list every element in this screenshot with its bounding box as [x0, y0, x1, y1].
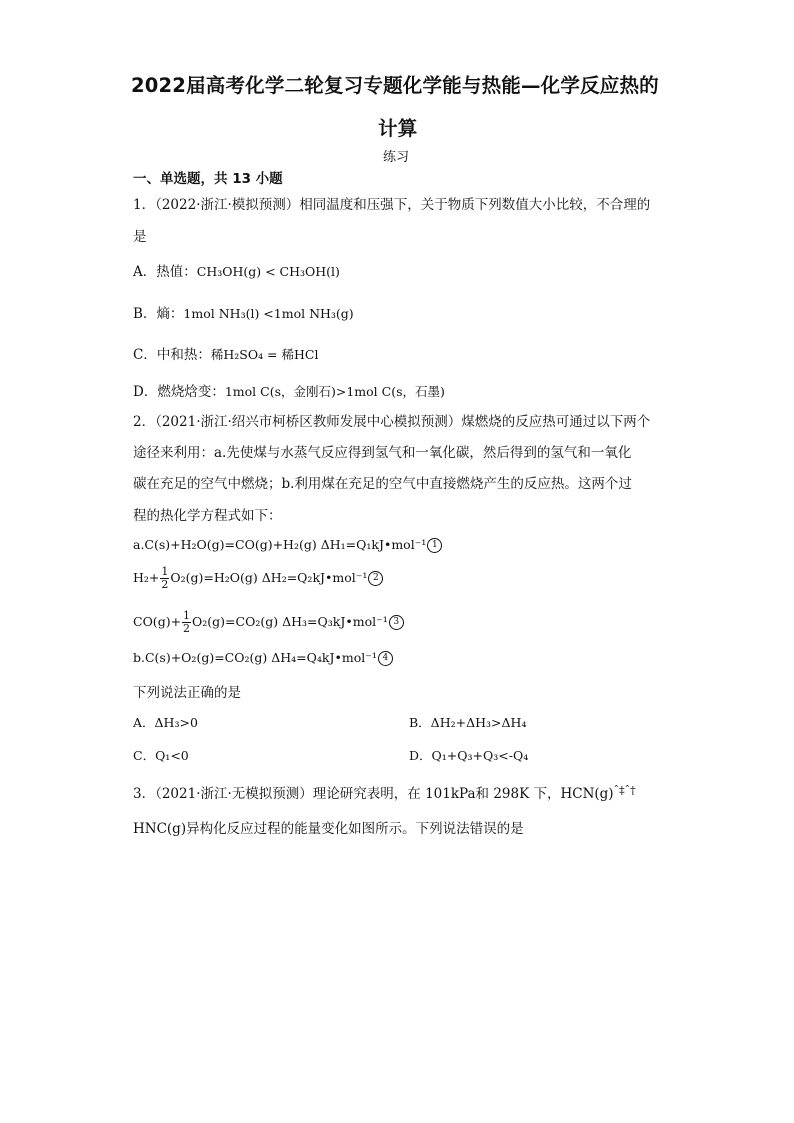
title-line-1: 2022届高考化学二轮复习专题化学能与热能—化学反应热的 — [131, 74, 659, 97]
q2-equation-3 — [133, 610, 404, 635]
q2-equation-3-prefix: CO(g)+ — [133, 614, 182, 629]
q1-option-d-label: D．燃烧焓变： — [133, 384, 225, 400]
equilibrium-arrow-icon: ˆ‡ˆ† — [613, 784, 636, 797]
q1-option-a — [133, 260, 340, 280]
section-heading: 一、单选题，共 13 小题 — [133, 171, 283, 187]
q2-equation-2-prefix: H₂+ — [133, 570, 160, 585]
q2-stem-line-4: 程的热化学方程式如下： — [133, 508, 282, 524]
fraction-denominator: 2 — [161, 578, 169, 591]
q2-option-c: C．Q₁<0 — [133, 748, 189, 763]
q2-equation-4-text: b.C(s)+O₂(g)=CO₂(g) ΔH₄=Q₄kJ•mol⁻¹ — [133, 650, 377, 665]
q2-equation-1 — [133, 537, 442, 553]
q1-option-d — [133, 380, 445, 400]
q1-option-c-formula: 稀H₂SO₄ = 稀HCl — [210, 347, 319, 362]
title-line-2: 计算 — [378, 117, 418, 140]
fraction-one-half — [182, 610, 191, 635]
q1-option-b — [133, 302, 354, 322]
q2-option-a: A．ΔH₃>0 — [133, 715, 198, 730]
q3-stem-line-2: HNC(g)异构化反应过程的能量变化如图所示。下列说法错误的是 — [133, 821, 524, 837]
fraction-numerator: 1 — [183, 609, 191, 622]
circled-number-1: 1 — [427, 538, 442, 553]
q3-stem-line-1 — [133, 782, 636, 802]
q1-option-c-label: C．中和热： — [133, 347, 211, 363]
q1-option-c — [133, 343, 318, 363]
q2-equation-3-text: O₂(g)=CO₂(g) ΔH₃=Q₃kJ•mol⁻¹ — [192, 614, 388, 629]
circled-number-4: 4 — [378, 651, 393, 666]
q1-stem-line-1: 1．（2022·浙江·模拟预测）相同温度和压强下，关于物质下列数值大小比较，不合理的 — [133, 197, 651, 213]
q2-prompt: 下列说法正确的是 — [133, 685, 241, 701]
q2-option-d: D．Q₁+Q₃+Q₃<-Q₄ — [409, 748, 529, 763]
q1-option-d-formula: 1mol C(s，金刚石)>1mol C(s，石墨) — [224, 384, 445, 399]
q1-option-a-formula: CH₃OH(g) < CH₃OH(l) — [196, 264, 340, 279]
q2-equation-4 — [133, 650, 393, 666]
fraction-one-half — [160, 566, 169, 591]
circled-number-2: 2 — [368, 571, 383, 586]
q2-equation-1-text: a.C(s)+H₂O(g)=CO(g)+H₂(g) ΔH₁=Q₁kJ•mol⁻¹ — [133, 537, 427, 552]
q2-equation-2 — [133, 566, 383, 591]
circled-number-3: 3 — [389, 615, 404, 630]
q1-option-b-label: B．熵： — [133, 306, 184, 322]
q2-equation-2-text: O₂(g)=H₂O(g) ΔH₂=Q₂kJ•mol⁻¹ — [170, 570, 368, 585]
q1-stem-line-2: 是 — [133, 229, 147, 245]
q2-stem-line-2: 途径来利用：a.先使煤与水蒸气反应得到氢气和一氧化碳，然后得到的氢气和一氧化 — [133, 445, 632, 461]
fraction-denominator: 2 — [183, 622, 191, 635]
q2-stem-line-3: 碳在充足的空气中燃烧；b.利用煤在充足的空气中直接燃烧产生的反应热。这两个过 — [133, 476, 632, 492]
q1-option-a-label: A．热值： — [133, 264, 197, 280]
q2-stem-line-1: 2．（2021·浙江·绍兴市柯桥区教师发展中心模拟预测）煤燃烧的反应热可通过以下两个 — [133, 414, 651, 430]
q1-option-b-formula: 1mol NH₃(l) <1mol NH₃(g) — [183, 306, 354, 321]
fraction-numerator: 1 — [161, 565, 169, 578]
q3-stem-line-1-text: 3．（2021·浙江·无模拟预测）理论研究表明，在 101kPa和 298K 下，HCN(g) — [133, 786, 614, 802]
q2-option-b: B．ΔH₂+ΔH₃>ΔH₄ — [409, 715, 527, 730]
subtitle: 练习 — [383, 150, 410, 165]
